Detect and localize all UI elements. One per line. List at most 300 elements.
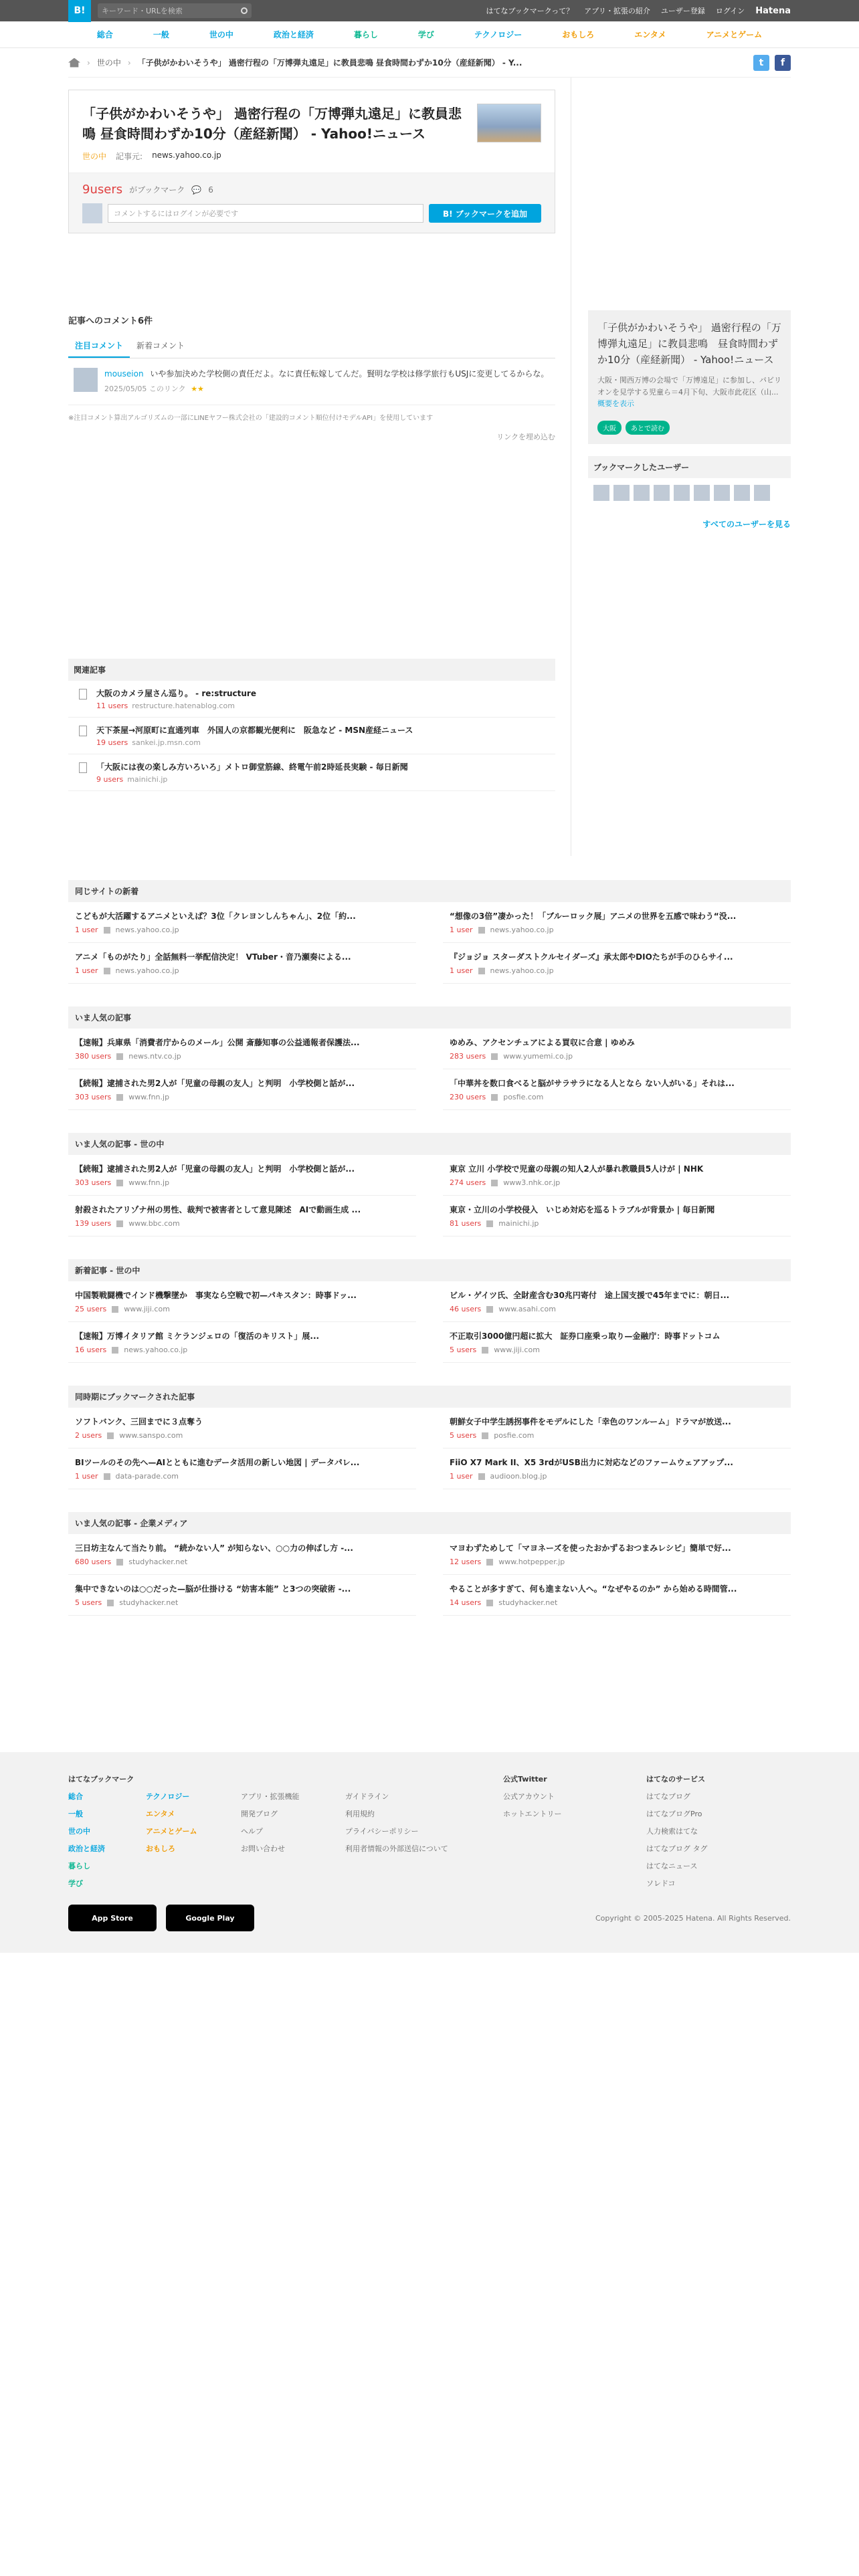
favicon-icon — [491, 1053, 498, 1060]
footer-link[interactable]: アプリ・拡張機能 — [241, 1792, 300, 1801]
favicon-icon — [478, 968, 485, 974]
apps-link[interactable]: アプリ・拡張の紹介 — [584, 7, 650, 15]
article-title[interactable]: BIツールのその先へ—AIとともに進むデータ活用の新しい地図 | データパレ... — [75, 1458, 360, 1467]
entry-thumbnail[interactable] — [477, 104, 541, 142]
article-domain: www.asahi.com — [498, 1305, 556, 1313]
entry-source[interactable]: news.yahoo.co.jp — [152, 150, 221, 160]
category-tab[interactable]: 一般 — [153, 30, 169, 39]
article-title[interactable]: ビル・ゲイツ氏、全財産含む30兆円寄付 途上国支援で45年までに：朝日... — [450, 1291, 730, 1300]
article-domain: news.yahoo.co.jp — [124, 1346, 188, 1354]
article-title[interactable]: ソフトバンク、三回までに３点奪う — [75, 1417, 203, 1426]
article-title[interactable]: FiiO X7 Mark II、X5 3rdがUSB出力に対応などのファームウェアアップ... — [450, 1458, 733, 1467]
article-meta — [450, 926, 784, 934]
favicon-icon — [116, 1180, 123, 1186]
footer-link[interactable]: 学び — [68, 1879, 83, 1888]
google-play-button[interactable]: Google Play — [166, 1905, 254, 1931]
article-title[interactable]: 中国製戦闘機でインド機撃墜か 事実なら空戦で初—パキスタン：時事ドッ... — [75, 1291, 357, 1300]
favicon-icon — [112, 1306, 118, 1313]
article-title[interactable]: 【続報】逮捕された男2人が「児童の母親の友人」と判明 小学校側と話が... — [75, 1079, 355, 1088]
footer-policy-col — [345, 1788, 448, 1858]
side-title[interactable]: 「子供がかわいそうや」 過密行程の「万博弾丸遠足」に教員悲鳴 昼食時間わずか10分（産経新聞） - Yahoo!ニュース — [597, 322, 781, 366]
related-heading: 関連記事 — [68, 659, 555, 681]
footer-link[interactable]: おもしろ — [146, 1844, 175, 1853]
article-item[interactable] — [443, 1575, 791, 1616]
breadcrumb-title: 「子供がかわいそうや」 過密行程の「万博弾丸遠足」に教員悲鳴 昼食時間わずか10分（産経新聞） - Y... — [137, 58, 522, 68]
article-title[interactable]: マヨわずためして「マヨネーズを使ったおかずるおつまみレシピ」簡単で好... — [450, 1543, 731, 1553]
favicon-icon — [104, 1473, 110, 1480]
footer-link[interactable]: 一般 — [68, 1810, 83, 1818]
article-users[interactable]: 12 users — [450, 1558, 482, 1566]
embed-link[interactable]: リンクを埋め込む — [496, 432, 555, 441]
tag[interactable]: 大阪 — [597, 421, 622, 435]
article-title[interactable]: 「中華丼を数口食べると脳がサラサラになる人となら ない人がいる」それは... — [450, 1079, 735, 1088]
article-users[interactable]: 303 users — [75, 1093, 112, 1101]
article-meta — [75, 1558, 409, 1566]
favicon-icon — [478, 927, 485, 934]
article-users[interactable]: 1 user — [75, 966, 98, 975]
related-title[interactable]: 大阪のカメラ屋さん巡り。 - re:structure — [96, 688, 256, 698]
footer-link[interactable]: 利用者情報の外部送信について — [345, 1844, 448, 1853]
category-tab[interactable]: 学び — [417, 30, 434, 39]
section-heading: いま人気の記事 - 世の中 — [68, 1133, 791, 1155]
footer-link[interactable]: ガイドライン — [345, 1792, 389, 1801]
comment-user[interactable]: mouseion — [104, 369, 144, 379]
favicon-icon — [486, 1600, 493, 1606]
related-title[interactable]: 天下茶屋→河原町に直通列車 外国人の京都観光便利に 阪急など - MSN産経ニュース — [96, 725, 413, 735]
share-buttons — [753, 55, 791, 71]
article-domain: news.yahoo.co.jp — [115, 926, 179, 934]
favicon-icon — [491, 1094, 498, 1101]
entry-card — [68, 90, 555, 233]
article-meta — [75, 1598, 409, 1607]
favicon-icon — [116, 1094, 123, 1101]
comment-text: いや参加決めた学校側の責任だよ。なに責任転嫁してんだ。賢明な学校は修学旅行もUSJに変更してるからな。 — [150, 369, 549, 379]
favicon-icon — [116, 1220, 123, 1227]
article-domain: mainichi.jp — [498, 1219, 539, 1228]
article-item[interactable] — [68, 1448, 416, 1489]
article-domain: audioon.blog.jp — [490, 1472, 547, 1481]
article-item[interactable] — [443, 1534, 791, 1575]
side-desc-text: 大阪・関西万博の会場で「万博遠足」に参加し、パビリオンを見学する児童ら＝4月下旬、大阪市此花区（山... — [597, 376, 781, 397]
article-item[interactable] — [68, 1029, 416, 1069]
article-title[interactable]: 【速報】兵庫県「消費者庁からのメール」公開 斎藤知事の公益通報者保護法... — [75, 1038, 360, 1047]
favicon-icon — [104, 927, 110, 934]
article-users[interactable]: 1 user — [450, 1472, 473, 1481]
article-users[interactable]: 1 user — [450, 966, 473, 975]
article-section — [68, 1386, 791, 1489]
article-item[interactable] — [68, 1408, 416, 1448]
facebook-icon[interactable]: f — [775, 55, 791, 71]
app-store-button[interactable]: App Store — [68, 1905, 157, 1931]
chevron-right-icon: › — [87, 58, 90, 68]
article-meta — [450, 1305, 784, 1313]
article-domain: www.fnn.jp — [128, 1178, 170, 1187]
article-domain: news.ntv.co.jp — [128, 1052, 181, 1061]
about-link[interactable]: はてなブックマークって？ — [486, 7, 574, 15]
favicon-icon — [116, 1559, 123, 1566]
twitter-icon[interactable]: t — [753, 55, 769, 71]
article-item[interactable] — [68, 1322, 416, 1363]
footer-heading: はてなブックマーク — [68, 1775, 134, 1784]
breadcrumb — [68, 48, 791, 78]
article-meta — [450, 1598, 784, 1607]
footer-link[interactable]: 開発ブログ — [241, 1810, 278, 1818]
footer-link[interactable]: はてなブログ タグ — [646, 1844, 708, 1853]
entry-title[interactable]: 「子供がかわいそうや」 過密行程の「万博弾丸遠足」に教員悲鳴 昼食時間わずか10分（産経新聞） - Yahoo!ニュース — [82, 106, 462, 142]
comments-heading: 記事へのコメント6件 — [68, 316, 153, 326]
article-item[interactable] — [443, 1448, 791, 1489]
related-meta — [96, 775, 408, 784]
article-users[interactable]: 5 users — [450, 1346, 477, 1354]
article-users[interactable]: 1 user — [450, 926, 473, 934]
article-users[interactable]: 303 users — [75, 1178, 112, 1187]
bookmark-users-heading: ブックマークしたユーザー — [588, 456, 791, 478]
article-meta — [450, 1346, 784, 1354]
bookmark-label: がブックマーク — [129, 185, 185, 195]
article-users[interactable]: 5 users — [450, 1431, 477, 1440]
hatena-logo[interactable]: Hatena — [755, 5, 791, 16]
article-grid — [68, 1155, 791, 1237]
article-grid — [68, 902, 791, 984]
footer-links-col — [241, 1788, 300, 1858]
user-icon[interactable] — [714, 485, 730, 501]
article-meta — [75, 1346, 409, 1354]
favicon-icon — [486, 1220, 493, 1227]
article-grid — [68, 1029, 791, 1110]
top-bar — [0, 0, 859, 21]
article-domain: www.jiji.com — [124, 1305, 170, 1313]
favicon-icon — [491, 1180, 498, 1186]
favicon-icon — [482, 1347, 488, 1354]
article-title[interactable]: 東京・立川の小学校侵入 いじめ対応を巡るトラブルが背景か | 毎日新聞 — [450, 1205, 715, 1214]
article-domain: www.sanspo.com — [119, 1431, 183, 1440]
article-users[interactable]: 81 users — [450, 1219, 482, 1228]
article-item[interactable] — [68, 902, 416, 943]
comment-count: 6 — [208, 185, 213, 195]
favicon-icon — [116, 1053, 123, 1060]
hatena-bookmark-logo[interactable]: B! — [68, 0, 91, 22]
comments-section — [68, 314, 555, 442]
footer-heading: 公式Twitter — [503, 1775, 547, 1784]
category-tab[interactable]: 政治と経済 — [273, 30, 314, 39]
article-section — [68, 1006, 791, 1110]
related-meta — [96, 702, 256, 710]
article-meta — [75, 1052, 409, 1061]
article-domain: www.hotpepper.jp — [498, 1558, 565, 1566]
category-tab[interactable]: テクノロジー — [474, 30, 522, 39]
footer-link[interactable]: 世の中 — [68, 1827, 90, 1836]
show-summary-link[interactable]: 概要を表示 — [597, 399, 634, 409]
comment-link[interactable]: このリンク — [149, 385, 186, 394]
footer-twitter-col — [503, 1771, 562, 1823]
article-meta — [75, 1472, 409, 1481]
user-icon[interactable] — [734, 485, 750, 501]
article-meta — [75, 1219, 409, 1228]
article-title[interactable]: やることが多すぎて、何も進まない人へ。“なぜやるのか” から始める時間管... — [450, 1584, 737, 1594]
article-users[interactable]: 5 users — [75, 1598, 102, 1607]
footer-link[interactable]: 人力検索はてな — [646, 1827, 698, 1836]
article-domain: news.yahoo.co.jp — [115, 966, 179, 975]
all-users-link[interactable]: すべてのユーザーを見る — [702, 519, 791, 529]
tab-popular-comments[interactable]: 注目コメント — [68, 334, 130, 358]
article-users[interactable]: 139 users — [75, 1219, 112, 1228]
article-item[interactable] — [443, 1281, 791, 1322]
favicon-icon — [478, 1473, 485, 1480]
footer-link[interactable]: はてなブログ — [646, 1792, 690, 1801]
user-avatar[interactable] — [74, 368, 98, 392]
tag-list — [597, 421, 781, 435]
article-item[interactable] — [443, 1069, 791, 1110]
footer-link[interactable]: 公式アカウント — [503, 1792, 555, 1801]
algorithm-note: ※注目コメント算出アルゴリズムの一部にLINEヤフー株式会社の「建設的コメント順位付けモデルAPI」を使用しています — [68, 414, 434, 422]
article-item[interactable] — [68, 1196, 416, 1237]
section-heading: いま人気の記事 - 企業メディア — [68, 1512, 791, 1534]
article-item[interactable] — [68, 1575, 416, 1616]
category-nav — [0, 21, 859, 48]
footer-categories-col — [146, 1788, 197, 1858]
breadcrumb-category[interactable]: 世の中 — [96, 58, 121, 68]
category-tab[interactable]: アニメとゲーム — [706, 30, 763, 39]
article-item[interactable] — [443, 1408, 791, 1448]
footer-link[interactable]: 暮らし — [68, 1862, 90, 1870]
footer-link[interactable]: プライバシーポリシー — [345, 1827, 419, 1836]
footer-link[interactable]: アニメとゲーム — [146, 1827, 197, 1836]
article-title[interactable]: 三日坊主なんて当たり前。 “続かない人” が知らない、○○力の伸ばし方 -... — [75, 1543, 353, 1553]
article-title[interactable]: 集中できないのは○○だった—脳が仕掛ける “妨害本能” と3つの突破術 -... — [75, 1584, 351, 1594]
favicon-icon — [107, 1600, 114, 1606]
copyright: Copyright © 2005-2025 Hatena. All Rights Reserved. — [595, 1914, 791, 1923]
register-link[interactable]: ユーザー登録 — [660, 7, 705, 15]
article-domain: www.bbc.com — [128, 1219, 180, 1228]
entry-category[interactable]: 世の中 — [82, 152, 107, 161]
article-title[interactable]: 【速報】万博イタリア館 ミケランジェロの「復活のキリスト」展... — [75, 1331, 320, 1341]
article-meta — [75, 1178, 409, 1187]
article-domain: www3.nhk.or.jp — [503, 1178, 561, 1187]
article-domain: news.yahoo.co.jp — [490, 966, 554, 975]
user-icon[interactable] — [634, 485, 650, 501]
footer-link[interactable]: 利用規約 — [345, 1810, 375, 1818]
article-section — [68, 880, 791, 984]
article-section — [68, 1259, 791, 1363]
article-domain: posfie.com — [494, 1431, 535, 1440]
add-bookmark-button[interactable]: B! ブックマークを追加 — [429, 204, 541, 223]
article-title[interactable]: 【続報】逮捕された男2人が「児童の母親の友人」と判明 小学校側と話が... — [75, 1164, 355, 1174]
related-section — [68, 659, 555, 791]
article-title[interactable]: アニメ「ものがたり」全話無料一挙配信決定！ VTuber・音乃瀬奏による... — [75, 952, 351, 962]
top-nav — [486, 5, 791, 16]
article-title[interactable]: こどもが大活躍するアニメといえば？3位「クレヨンしんちゃん」、2位「約... — [75, 911, 356, 921]
footer-link[interactable]: お問い合わせ — [241, 1844, 285, 1853]
related-item[interactable] — [68, 718, 555, 754]
article-title[interactable]: 射殺されたアリゾナ州の男性、裁判で被害者として意見陳述 AIで動画生成 ... — [75, 1205, 361, 1214]
side-column — [588, 78, 791, 530]
footer-link[interactable]: エンタメ — [146, 1810, 175, 1818]
article-meta — [450, 1431, 784, 1440]
related-users[interactable]: 19 users — [96, 738, 128, 747]
search-icon[interactable] — [241, 7, 248, 14]
footer-heading: はてなのサービス — [646, 1775, 705, 1784]
document-icon — [79, 726, 87, 736]
article-item[interactable] — [443, 902, 791, 943]
article-domain: studyhacker.net — [119, 1598, 179, 1607]
article-users[interactable]: 16 users — [75, 1346, 107, 1354]
related-domain: sankei.jp.msn.com — [132, 738, 201, 747]
article-domain: www.jiji.com — [494, 1346, 540, 1354]
avatar — [82, 203, 102, 223]
article-grid — [68, 1534, 791, 1616]
category-tab[interactable]: 総合 — [96, 30, 113, 39]
comment-input[interactable]: コメントするにはログインが必要です — [108, 204, 423, 223]
article-users[interactable]: 380 users — [75, 1052, 112, 1061]
article-title[interactable]: 朝鮮女子中学生誘拐事件をモデルにした「幸色のワンルーム」ドラマが放送... — [450, 1417, 731, 1426]
footer-services-col — [646, 1771, 708, 1893]
user-icon[interactable] — [593, 485, 609, 501]
side-summary — [588, 310, 791, 444]
article-title[interactable]: 不正取引3000億円超に拡大 証券口座乗っ取り—金融庁：時事ドットコム — [450, 1331, 721, 1341]
favicon-icon — [486, 1306, 493, 1313]
section-heading: 新着記事 - 世の中 — [68, 1259, 791, 1281]
tab-new-comments[interactable]: 新着コメント — [136, 341, 185, 350]
star-icon: ★★ — [191, 385, 204, 394]
tag[interactable]: あとで読む — [626, 421, 670, 435]
section-heading: 同時期にブックマークされた記事 — [68, 1386, 791, 1408]
user-icon[interactable] — [754, 485, 770, 501]
article-item[interactable] — [443, 943, 791, 984]
article-meta — [450, 1178, 784, 1187]
favicon-icon — [107, 1432, 114, 1439]
user-icon[interactable] — [613, 485, 630, 501]
article-users[interactable]: 25 users — [75, 1305, 107, 1313]
main-column — [68, 78, 555, 791]
article-meta — [450, 1558, 784, 1566]
document-icon — [79, 689, 87, 700]
article-meta — [450, 1472, 784, 1481]
related-title[interactable]: 「大阪には夜の楽しみ方いろいろ」メトロ御堂筋線、終電午前2時延長実験 - 毎日新聞 — [96, 762, 408, 772]
article-users[interactable]: 1 user — [75, 926, 98, 934]
article-item[interactable] — [68, 943, 416, 984]
article-item[interactable] — [443, 1322, 791, 1363]
related-item[interactable] — [68, 754, 555, 791]
article-domain: studyhacker.net — [498, 1598, 558, 1607]
favicon-icon — [112, 1347, 118, 1354]
article-grid — [68, 1281, 791, 1363]
article-domain: www.yumemi.co.jp — [503, 1052, 573, 1061]
favicon-icon — [486, 1559, 493, 1566]
footer-link[interactable]: はてなニュース — [646, 1862, 698, 1870]
user-icon[interactable] — [674, 485, 690, 501]
article-users[interactable]: 46 users — [450, 1305, 482, 1313]
comment-tabs — [68, 334, 555, 358]
article-meta — [75, 1093, 409, 1101]
category-tab[interactable]: おもしろ — [562, 30, 595, 39]
bookmark-user-icons — [588, 478, 791, 508]
category-tab[interactable]: エンタメ — [634, 30, 666, 39]
article-item[interactable] — [68, 1534, 416, 1575]
article-domain: posfie.com — [503, 1093, 544, 1101]
favicon-icon — [482, 1432, 488, 1439]
article-item[interactable] — [443, 1029, 791, 1069]
login-link[interactable]: ログイン — [715, 7, 745, 15]
article-domain: studyhacker.net — [128, 1558, 188, 1566]
article-item[interactable] — [68, 1069, 416, 1110]
footer — [0, 1752, 859, 1953]
article-domain: news.yahoo.co.jp — [490, 926, 554, 934]
article-domain: www.fnn.jp — [128, 1093, 170, 1101]
document-icon — [79, 762, 87, 773]
comment-icon: 💬 — [191, 185, 202, 195]
article-users[interactable]: 230 users — [450, 1093, 486, 1101]
footer-link[interactable]: ヘルプ — [241, 1827, 263, 1836]
source-label: 記事元: — [116, 152, 143, 161]
side-description — [597, 374, 781, 410]
article-meta — [450, 1219, 784, 1228]
related-users[interactable]: 9 users — [96, 774, 124, 784]
related-domain: restructure.hatenablog.com — [132, 701, 235, 710]
footer-link[interactable]: 総合 — [68, 1792, 83, 1801]
article-sections — [68, 880, 791, 1638]
user-icon[interactable] — [694, 485, 710, 501]
article-item[interactable] — [443, 1196, 791, 1237]
article-grid — [68, 1408, 791, 1489]
article-users[interactable]: 2 users — [75, 1431, 102, 1440]
bookmark-stats — [82, 183, 541, 197]
article-users[interactable]: 680 users — [75, 1558, 112, 1566]
section-heading: いま人気の記事 — [68, 1006, 791, 1029]
related-meta — [96, 738, 413, 747]
category-tab[interactable]: 暮らし — [353, 30, 378, 39]
footer-link[interactable]: ソレドコ — [646, 1879, 676, 1888]
article-meta — [75, 1431, 409, 1440]
article-item[interactable] — [68, 1281, 416, 1322]
section-heading: 同じサイトの新着 — [68, 880, 791, 902]
footer-link[interactable]: 政治と経済 — [68, 1844, 105, 1853]
article-meta — [75, 966, 409, 975]
article-item[interactable] — [443, 1155, 791, 1196]
footer-bookmark-col — [68, 1771, 134, 1893]
article-section — [68, 1512, 791, 1616]
footer-link[interactable]: テクノロジー — [146, 1792, 190, 1801]
article-item[interactable] — [68, 1155, 416, 1196]
footer-link[interactable]: ホットエントリー — [503, 1810, 562, 1818]
search-input[interactable]: キーワード・URLを検索 — [102, 7, 183, 15]
article-domain: data-parade.com — [115, 1472, 179, 1481]
article-users[interactable]: 1 user — [75, 1472, 98, 1481]
related-users[interactable]: 11 users — [96, 701, 128, 710]
footer-link[interactable]: はてなブログPro — [646, 1810, 702, 1818]
article-users[interactable]: 274 users — [450, 1178, 486, 1187]
article-title[interactable]: ゆめみ、アクセンチュアによる買収に合意 | ゆめみ — [450, 1038, 635, 1047]
article-title[interactable]: “想像の3倍”凄かった！「ブルーロック展」アニメの世界を五感で味わう“没... — [450, 911, 737, 921]
related-item[interactable] — [68, 681, 555, 718]
user-icon[interactable] — [654, 485, 670, 501]
article-title[interactable]: 『ジョジョ スターダストクルセイダーズ』承太郎やDIOたちが手のひらサイ... — [450, 952, 733, 962]
search-box[interactable] — [98, 3, 252, 18]
home-icon[interactable] — [68, 58, 80, 68]
article-users[interactable]: 283 users — [450, 1052, 486, 1061]
users-count[interactable]: 9users — [82, 183, 123, 197]
chevron-right-icon: › — [127, 58, 131, 68]
article-section — [68, 1133, 791, 1237]
article-users[interactable]: 14 users — [450, 1598, 482, 1607]
article-title[interactable]: 東京 立川 小学校で児童の母親の知人2人が暴れ教職員5人けが | NHK — [450, 1164, 704, 1174]
article-meta — [450, 966, 784, 975]
comment-item — [68, 358, 555, 405]
comment-date[interactable]: 2025/05/05 — [104, 385, 147, 394]
favicon-icon — [104, 968, 110, 974]
article-meta — [75, 926, 409, 934]
category-tab[interactable]: 世の中 — [209, 30, 233, 39]
entry-meta — [82, 150, 541, 162]
